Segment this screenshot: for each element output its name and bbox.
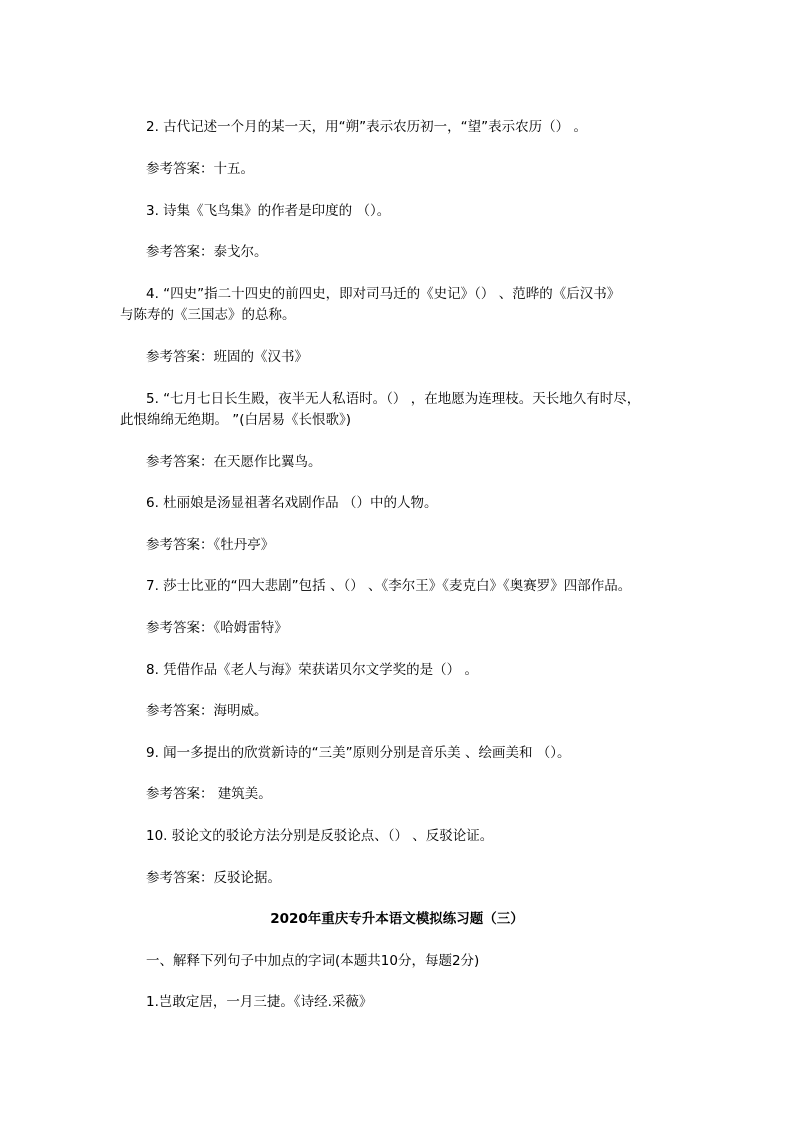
question-4-line-1: 4. “四史”指二十四史的前四史，即对司马迁的《史记》（） 、范晔的《后汉书》: [146, 286, 621, 302]
question-10: 10. 驳论文的驳论方法分别是反驳论点、（） 、反驳论证。: [146, 828, 494, 844]
answer-3: 参考答案：泰戈尔。: [146, 244, 268, 260]
answer-10: 参考答案：反驳论据。: [146, 870, 281, 886]
answer-6: 参考答案：《牡丹亭》: [146, 537, 275, 553]
question-5-line-2: 此恨绵绵无绝期。 ”(白居易《长恨歌》): [120, 412, 352, 428]
section-instructions: 一、解释下列句子中加点的字词(本题共10分，每题2分): [146, 953, 480, 969]
question-6: 6. 杜丽娘是汤显祖著名戏剧作品 （）中的人物。: [146, 495, 438, 511]
question-9: 9. 闻一多提出的欣赏新诗的“三美”原则分别是音乐美 、绘画美和 （）。: [146, 745, 571, 761]
question-5-line-1: 5. “七月七日长生殿，夜半无人私语时。（） ，在地愿为连理枝。天长地久有时尽，: [146, 391, 641, 407]
answer-8: 参考答案：海明威。: [146, 703, 268, 719]
section-title: 2020年重庆专升本语文模拟练习题（三）: [270, 911, 524, 927]
answer-9: 参考答案： 建筑美。: [146, 786, 272, 802]
answer-2: 参考答案：十五。: [146, 161, 254, 177]
answer-4: 参考答案：班固的《汉书》: [146, 349, 308, 365]
question-8: 8. 凭借作品《老人与海》荣获诺贝尔文学奖的是（） 。: [146, 662, 478, 678]
question-4-line-2: 与陈寿的《三国志》的总称。: [120, 307, 296, 323]
answer-7: 参考答案：《哈姆雷特》: [146, 620, 288, 636]
question-3: 3. 诗集《飞鸟集》的作者是印度的 （）。: [146, 203, 391, 219]
question-2: 2. 古代记述一个月的某一天，用“朔”表示农历初一，“望”表示农历（） 。: [146, 119, 587, 135]
section-question-1: 1.岂敢定居，一月三捷。《诗经.采薇》: [146, 994, 373, 1010]
answer-5: 参考答案：在天愿作比翼鸟。: [146, 454, 322, 470]
question-7: 7. 莎士比亚的“四大悲剧”包括 、（） 、《李尔王》《麦克白》《奥赛罗》四部作品。: [146, 578, 632, 594]
